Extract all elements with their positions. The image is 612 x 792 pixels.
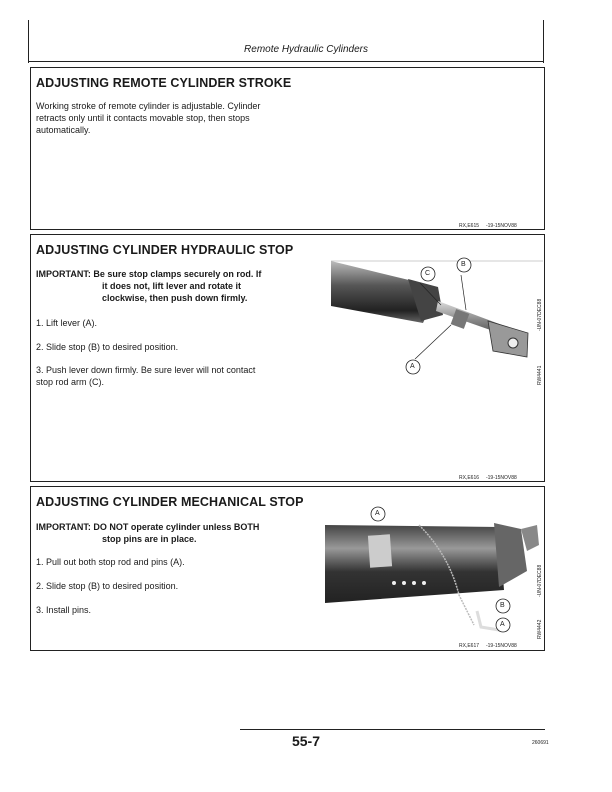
reference-code: RX,E617 -19-15NOV88 [459,643,517,649]
header-right-rule [543,20,544,63]
section-stroke [30,67,545,230]
important-note [36,268,321,304]
callout-leaders [411,265,491,365]
important-label: IMPORTANT: [36,522,91,532]
callout-a-label: A [410,363,415,370]
reference-code: RX,E616 -19-15NOV88 [459,475,517,481]
important-text: it does not, lift lever and rotate it [102,281,242,291]
section-mechanical-stop [30,486,545,651]
section-title: ADJUSTING CYLINDER HYDRAULIC STOP [36,243,294,257]
step-1: 1. Pull out both stop rod and pins (A). [36,557,185,567]
section-paragraph [36,100,260,136]
important-text: clockwise, then push down firmly. [102,293,248,303]
important-text: DO NOT operate cylinder unless BOTH [93,522,260,532]
step-line: stop rod arm (C). [36,377,105,387]
important-label: IMPORTANT: [36,269,91,279]
header-left-rule [28,20,29,63]
step-3 [36,364,255,388]
figure-code: -UN-07DEC88 [537,564,543,597]
date-code: 260691 [532,740,549,746]
figure-code: -UN-07DEC88 [537,298,543,331]
running-header: Remote Hydraulic Cylinders [244,44,368,55]
footer-rule [240,729,545,730]
section-title: ADJUSTING CYLINDER MECHANICAL STOP [36,495,304,509]
paragraph-line: automatically. [36,125,91,135]
paragraph-line: Working stroke of remote cylinder is adjustable. Cylinder [36,101,261,111]
paragraph-line: retracts only until it contacts movable stop, then stops [36,113,250,123]
header-bottom-rule [28,61,544,62]
callout-a-top-label: A [375,510,380,517]
important-note [36,521,321,545]
important-text: stop pins are in place. [102,534,197,544]
callout-b-label: B [500,602,505,609]
callout-a-bottom-label: A [500,621,505,628]
callout-c-label: C [425,270,431,277]
figure-id: RW4441 [537,365,543,385]
page-number: 55-7 [291,733,321,749]
step-2: 2. Slide stop (B) to desired position. [36,581,179,591]
step-2: 2. Slide stop (B) to desired position. [36,342,179,352]
figure-id: RW4442 [537,619,543,639]
callout-b-label: B [461,261,466,268]
step-3: 3. Install pins. [36,605,92,615]
section-hydraulic-stop [30,234,545,482]
reference-code: RX,E615 -19-15NOV88 [459,223,517,229]
step-1: 1. Lift lever (A). [36,318,98,328]
step-line: 3. Push lever down firmly. Be sure lever will not contact [36,365,256,375]
important-text: Be sure stop clamps securely on rod. If [93,269,262,279]
section-title: ADJUSTING REMOTE CYLINDER STROKE [36,76,292,90]
